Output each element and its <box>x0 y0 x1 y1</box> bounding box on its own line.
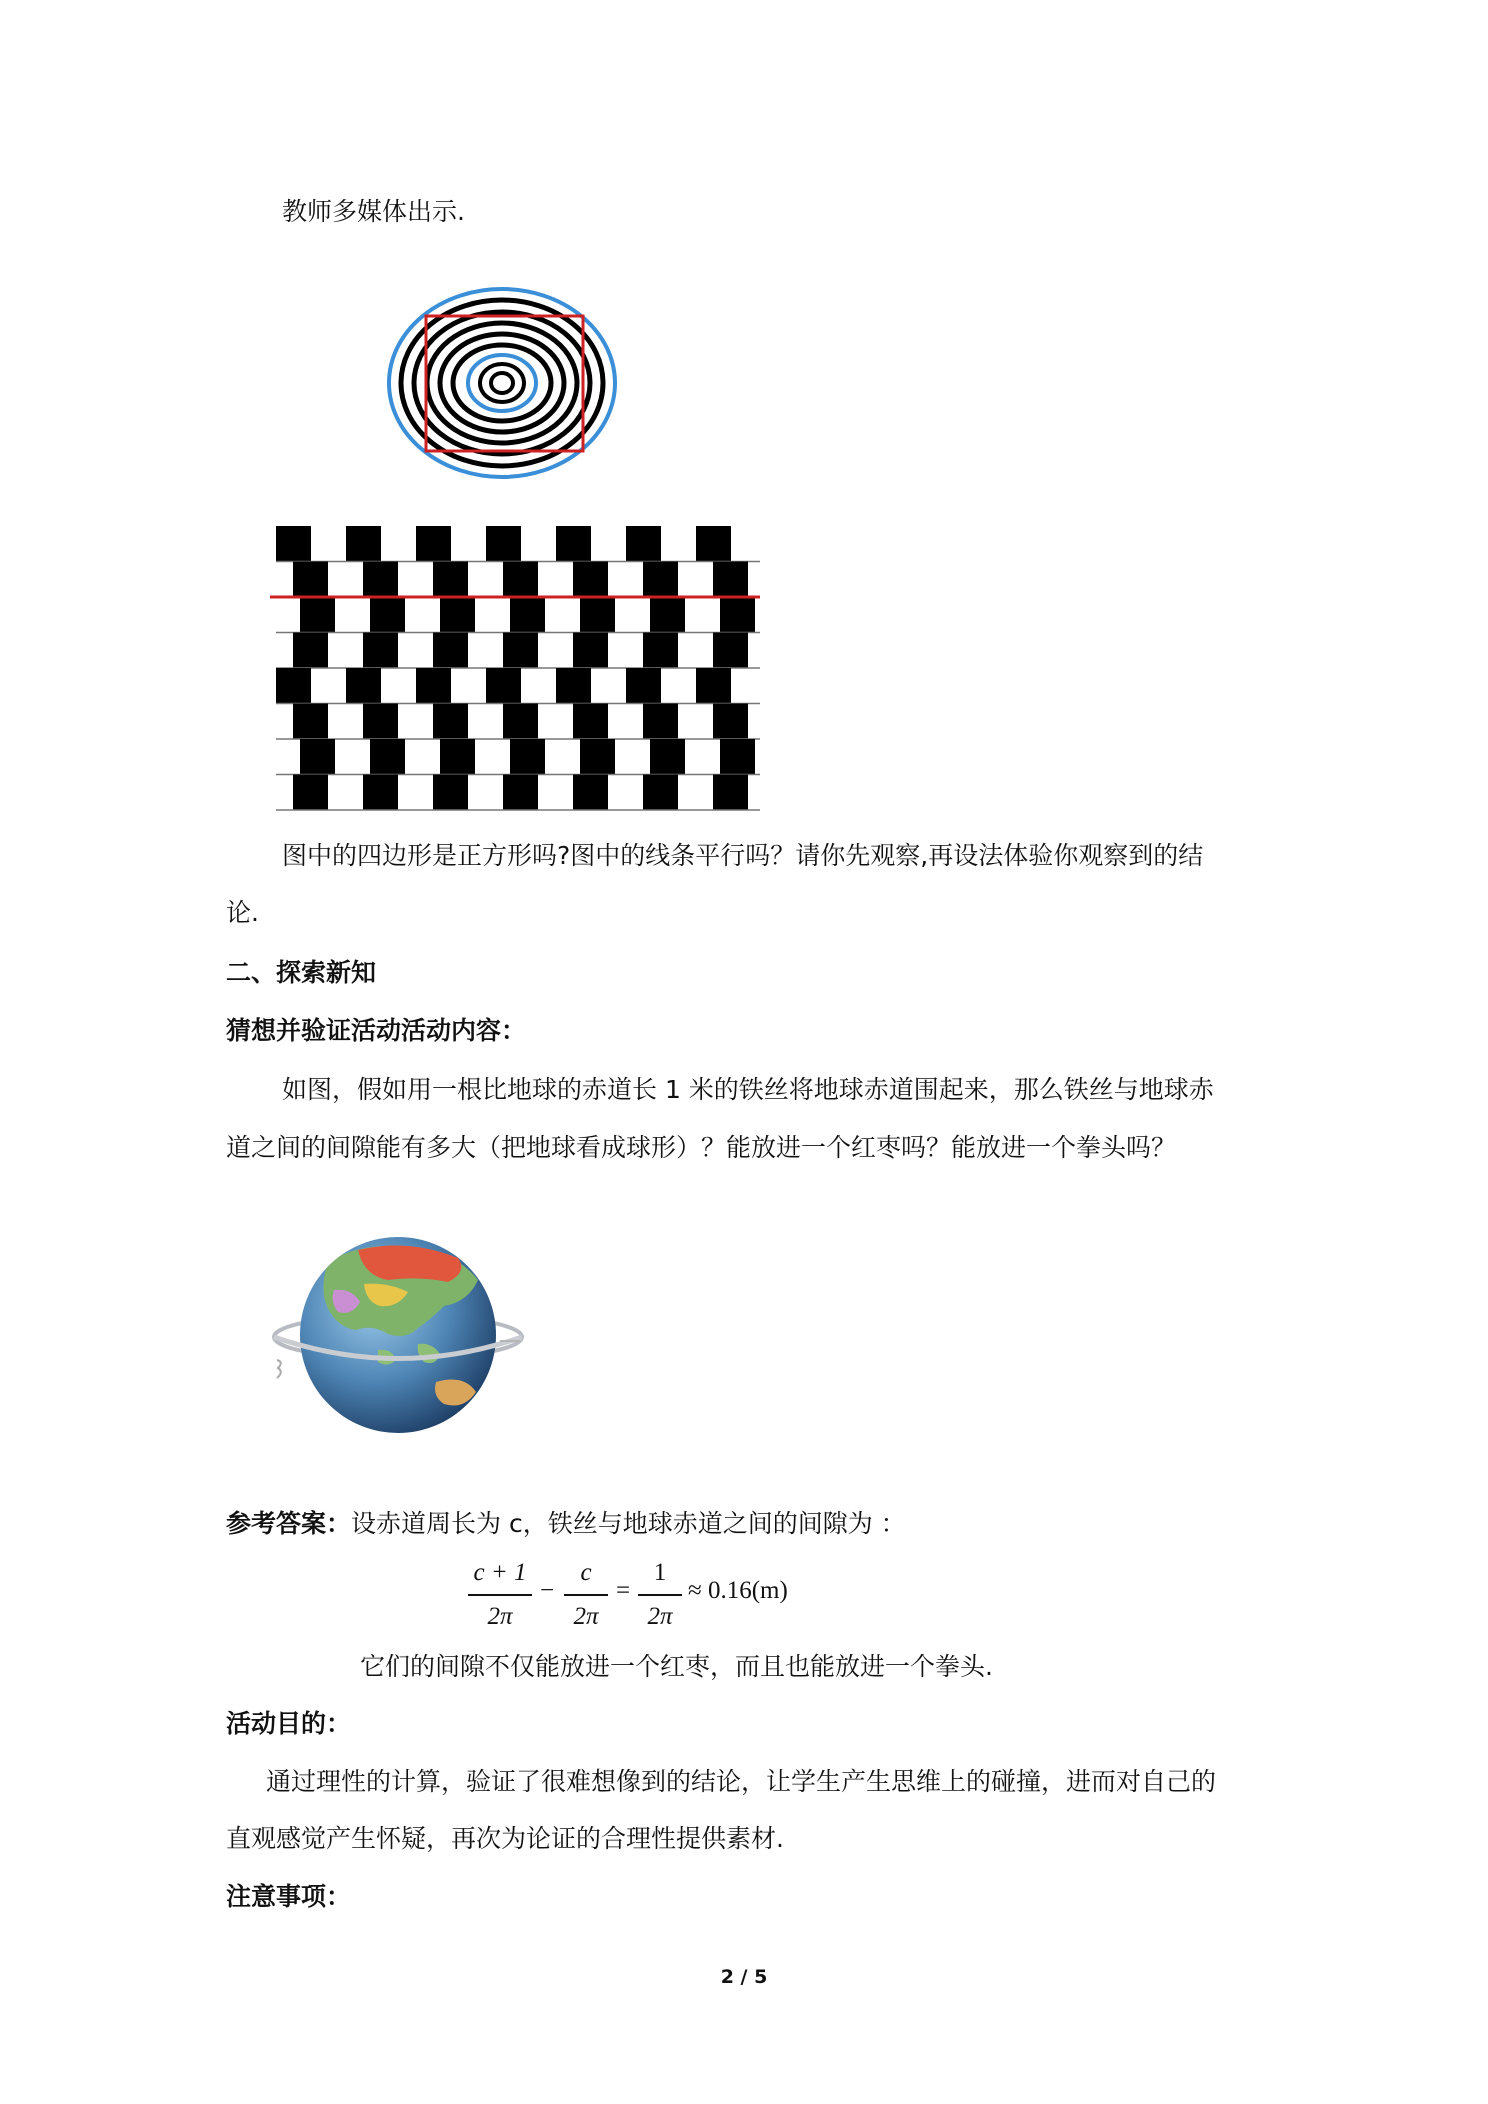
black-tile <box>293 704 328 740</box>
ring <box>440 334 564 432</box>
globe-image <box>268 1232 528 1442</box>
purpose-line-2: 直观感觉产生怀疑，再次为论证的合理性提供素材. <box>226 1824 784 1853</box>
page-number: 2 / 5 <box>720 1966 768 1988</box>
black-tile <box>626 668 661 704</box>
black-tile <box>363 704 398 740</box>
black-tile <box>556 526 591 562</box>
ring <box>491 373 513 393</box>
black-tile <box>346 668 381 704</box>
black-tile <box>643 633 678 669</box>
question-line-2: 论. <box>226 898 259 927</box>
problem-line-1: 如图，假如用一根比地球的赤道长 1 米的铁丝将地球赤道围起来，那么铁丝与地球赤 <box>282 1075 1214 1104</box>
black-tile <box>486 526 521 562</box>
black-tile <box>503 704 538 740</box>
fraction-3-denominator: 2π <box>647 1603 673 1630</box>
fraction-2-bar <box>564 1594 608 1596</box>
black-tile <box>510 597 545 633</box>
black-tile <box>503 562 538 598</box>
activity-heading: 猜想并验证活动活动内容： <box>226 1016 527 1045</box>
black-tile <box>363 633 398 669</box>
ring <box>427 323 577 443</box>
minus-sign: − <box>539 1577 555 1604</box>
section-heading: 二、探索新知 <box>226 958 377 987</box>
black-tile <box>626 526 661 562</box>
black-tile <box>416 526 451 562</box>
black-tile <box>433 775 468 811</box>
black-tile <box>696 668 731 704</box>
black-tile <box>486 668 521 704</box>
purpose-line-1: 通过理性的计算，验证了很难想像到的结论，让学生产生思维上的碰撞，进而对自己的 <box>266 1767 1217 1796</box>
black-tile <box>643 562 678 598</box>
wire-marker <box>274 1358 288 1380</box>
black-tile <box>363 562 398 598</box>
black-tile <box>573 562 608 598</box>
cafe-wall-illusion <box>270 526 770 816</box>
black-tile <box>510 739 545 775</box>
black-tile <box>580 597 615 633</box>
black-tile <box>346 526 381 562</box>
ring <box>480 364 524 402</box>
black-tile <box>713 562 748 598</box>
black-tile <box>503 775 538 811</box>
black-tile <box>713 704 748 740</box>
black-tile <box>720 597 755 633</box>
black-tile <box>363 775 398 811</box>
notes-heading: 注意事项： <box>226 1882 352 1911</box>
fraction-3-numerator: 1 <box>653 1559 667 1586</box>
black-tile <box>300 739 335 775</box>
black-tile <box>650 739 685 775</box>
black-tile <box>720 739 755 775</box>
black-tile <box>573 633 608 669</box>
black-tile <box>643 704 678 740</box>
black-tile <box>573 775 608 811</box>
fraction-1-denominator: 2π <box>487 1603 513 1630</box>
black-tile <box>696 526 731 562</box>
black-tile <box>503 633 538 669</box>
problem-line-2: 道之间的间隙能有多大（把地球看成球形）？能放进一个红枣吗？能放进一个拳头吗？ <box>226 1133 1177 1162</box>
black-tile <box>573 704 608 740</box>
black-tile <box>713 775 748 811</box>
purpose-heading: 活动目的： <box>226 1709 352 1738</box>
black-tile <box>440 597 475 633</box>
equals-sign: = <box>615 1577 631 1604</box>
fraction-2-numerator: c <box>580 1559 592 1586</box>
fraction-1-numerator: c + 1 <box>473 1559 527 1586</box>
black-tile <box>370 597 405 633</box>
fraction-3-bar <box>638 1594 682 1596</box>
answer-text: 设赤道周长为 c，铁丝与地球赤道之间的间隙为 ： <box>351 1509 906 1538</box>
black-tile <box>440 739 475 775</box>
fraction-1-bar <box>468 1594 532 1596</box>
answer-label: 参考答案： <box>226 1509 352 1538</box>
concentric-rings-illusion <box>385 278 625 483</box>
black-tile <box>643 775 678 811</box>
black-tile <box>300 597 335 633</box>
black-tile <box>370 739 405 775</box>
formula <box>466 1555 796 1645</box>
black-tile <box>433 562 468 598</box>
question-line-1: 图中的四边形是正方形吗?图中的线条平行吗？请你先观察,再设法体验你观察到的结 <box>282 841 1204 870</box>
black-tile <box>416 668 451 704</box>
black-tile <box>293 775 328 811</box>
black-tile <box>556 668 591 704</box>
answer-conclusion: 它们的间隙不仅能放进一个红枣，而且也能放进一个拳头. <box>360 1652 993 1681</box>
black-tile <box>580 739 615 775</box>
black-tile <box>433 704 468 740</box>
intro-text: 教师多媒体出示. <box>282 197 465 226</box>
black-tile <box>293 562 328 598</box>
wire-marker <box>500 1338 522 1344</box>
approx-result: ≈ 0.16(m) <box>688 1577 788 1604</box>
answer-line <box>226 1507 906 1541</box>
black-tile <box>650 597 685 633</box>
black-tile <box>433 633 468 669</box>
black-tile <box>293 633 328 669</box>
black-tile <box>276 668 311 704</box>
fraction-2-denominator: 2π <box>573 1603 599 1630</box>
black-tile <box>713 633 748 669</box>
black-tile <box>276 526 311 562</box>
